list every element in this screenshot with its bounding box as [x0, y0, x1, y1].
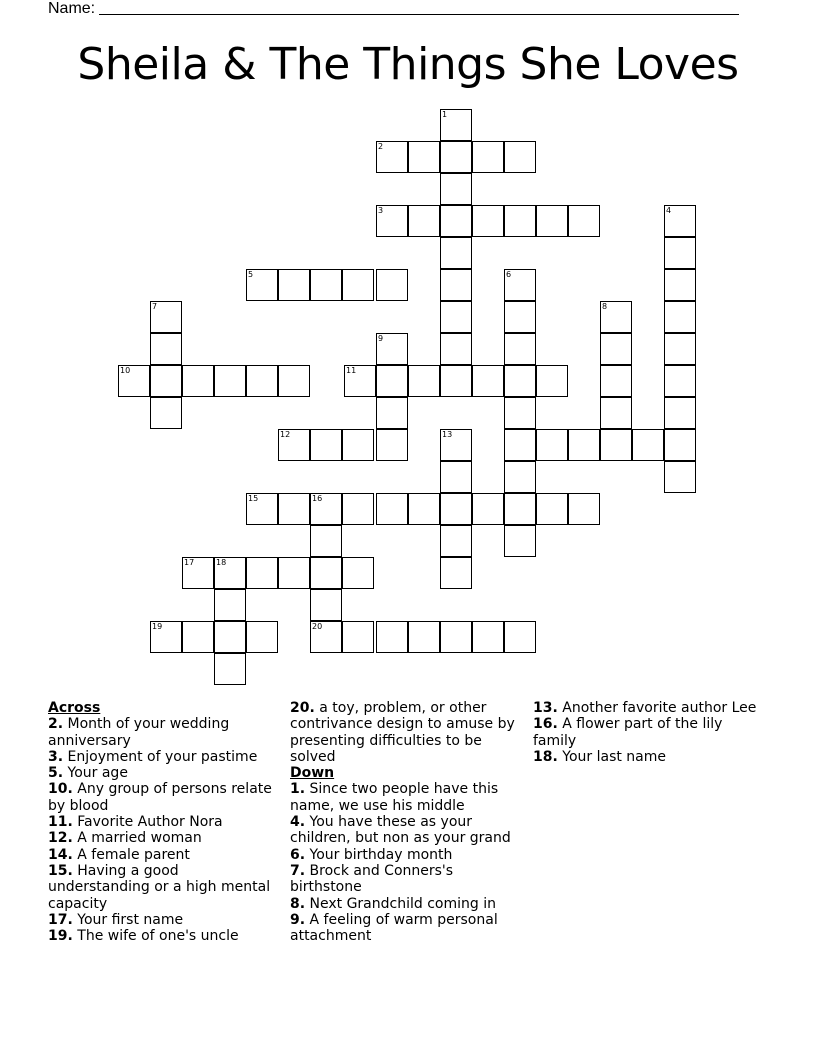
puzzle-title: Sheila & The Things She Loves [77, 39, 739, 90]
grid-cell[interactable] [504, 269, 536, 301]
grid-cell[interactable] [310, 557, 342, 589]
grid-cell[interactable] [440, 525, 472, 557]
clue-text: Since two people have this name, we use his middle [290, 781, 499, 814]
clue-number: 7. [290, 862, 306, 879]
grid-cell[interactable] [504, 301, 536, 333]
grid-cell[interactable] [376, 621, 408, 653]
clue-number: 7 [152, 302, 158, 311]
grid-cell[interactable] [504, 493, 536, 525]
clue-column-3 [533, 700, 763, 765]
grid-cell[interactable] [536, 429, 568, 461]
clue-number: 16. [533, 716, 558, 733]
clue-number: 11. [48, 814, 73, 831]
grid-cell[interactable] [408, 205, 440, 237]
grid-cell[interactable] [440, 109, 472, 141]
grid-cell[interactable] [472, 205, 504, 237]
grid-cell[interactable] [376, 141, 408, 173]
grid-cell[interactable] [214, 557, 246, 589]
grid-cell[interactable] [504, 461, 536, 493]
grid-cell[interactable] [376, 365, 408, 397]
grid-cell[interactable] [150, 397, 182, 429]
clue-text: Favorite Author Nora [77, 814, 223, 831]
grid-cell[interactable] [600, 397, 632, 429]
clue [290, 912, 526, 945]
grid-cell[interactable] [632, 429, 664, 461]
clue [48, 928, 280, 944]
clue [533, 716, 763, 749]
grid-cell[interactable] [600, 333, 632, 365]
clue [290, 781, 526, 814]
grid-cell[interactable] [600, 301, 632, 333]
grid-cell[interactable] [536, 205, 568, 237]
grid-cell[interactable] [568, 205, 600, 237]
clue-number: 14. [48, 846, 73, 863]
grid-cell[interactable] [440, 429, 472, 461]
clue-text: Brock and Conners's birthstone [290, 862, 454, 896]
grid-cell[interactable] [536, 493, 568, 525]
clue-number: 3. [48, 748, 64, 765]
grid-cell[interactable] [504, 365, 536, 397]
grid-cell[interactable] [664, 333, 696, 365]
clue [48, 814, 280, 830]
grid-cell[interactable] [214, 621, 246, 653]
grid-cell[interactable] [664, 397, 696, 429]
clue-number: 13 [442, 430, 453, 439]
grid-cell[interactable] [342, 557, 374, 589]
grid-cell[interactable] [246, 557, 278, 589]
clue-number: 18 [216, 558, 227, 567]
grid-cell[interactable] [440, 237, 472, 269]
grid-cell[interactable] [246, 621, 278, 653]
grid-cell[interactable] [536, 365, 568, 397]
clue-text: Enjoyment of your pastime [67, 748, 258, 765]
grid-cell[interactable] [310, 621, 342, 653]
clue-number: 9 [378, 334, 384, 343]
clue-number: 17. [48, 911, 73, 928]
grid-cell[interactable] [408, 493, 440, 525]
grid-cell[interactable] [214, 589, 246, 621]
clue-number: 15 [248, 494, 259, 503]
grid-cell[interactable] [310, 429, 342, 461]
clue-number: 3 [378, 206, 384, 215]
grid-cell[interactable] [440, 461, 472, 493]
grid-cell[interactable] [376, 333, 408, 365]
clue-number: 12. [48, 830, 73, 847]
grid-cell[interactable] [472, 493, 504, 525]
clue-column-1 [48, 700, 280, 944]
grid-cell[interactable] [408, 141, 440, 173]
clue [48, 830, 280, 846]
grid-cell[interactable] [278, 429, 310, 461]
grid-cell[interactable] [472, 141, 504, 173]
across-clues [48, 716, 280, 944]
clue [533, 700, 763, 716]
clue-number: 8. [290, 895, 306, 912]
clue [48, 912, 280, 928]
clue [48, 847, 280, 863]
clue [290, 814, 526, 847]
grid-cell[interactable] [310, 525, 342, 557]
clue-text: a toy, problem, or other contrivance design to amuse by presenting difficulties to be solved [290, 700, 515, 765]
grid-cell[interactable] [664, 429, 696, 461]
clue-number: 10. [48, 781, 73, 798]
clue-column-2 [290, 700, 526, 944]
grid-cell[interactable] [246, 365, 278, 397]
grid-cell[interactable] [440, 269, 472, 301]
clue-number: 2 [378, 142, 384, 151]
clue-number: 6 [506, 270, 512, 279]
grid-cell[interactable] [182, 621, 214, 653]
clue-number: 12 [280, 430, 291, 439]
clue-list [0, 700, 816, 1000]
clue-text: The wife of one's uncle [77, 928, 239, 945]
clue-number: 5 [248, 270, 254, 279]
grid-cell[interactable] [440, 173, 472, 205]
clue-number: 5. [48, 765, 64, 782]
clue-text: Having a good understanding or a high mental capacity [48, 862, 271, 912]
grid-cell[interactable] [342, 493, 374, 525]
grid-cell[interactable] [504, 429, 536, 461]
clue-number: 19 [152, 622, 163, 631]
grid-cell[interactable] [182, 365, 214, 397]
grid-cell[interactable] [440, 621, 472, 653]
grid-cell[interactable] [310, 589, 342, 621]
grid-cell[interactable] [150, 621, 182, 653]
grid-cell[interactable] [664, 205, 696, 237]
grid-cell[interactable] [150, 365, 182, 397]
clue-number: 16 [312, 494, 323, 503]
clue-number: 17 [184, 558, 195, 567]
name-label: Name: [48, 0, 96, 17]
clue-text: You have these as your children, but non as your grand [290, 814, 511, 847]
clue [290, 700, 526, 765]
grid-cell[interactable] [278, 269, 310, 301]
clue [48, 765, 280, 781]
grid-cell[interactable] [342, 621, 374, 653]
clue [290, 896, 526, 912]
grid-cell[interactable] [344, 365, 376, 397]
clue-text: Your first name [77, 911, 184, 928]
clue-text: A feeling of warm personal attachment [290, 911, 498, 945]
grid-cell[interactable] [600, 365, 632, 397]
grid-cell[interactable] [278, 493, 310, 525]
clue-text: Your age [67, 765, 128, 782]
grid-cell[interactable] [150, 301, 182, 333]
clue-number: 1. [290, 781, 306, 798]
grid-cell[interactable] [440, 205, 472, 237]
grid-cell[interactable] [246, 269, 278, 301]
clue-number: 8 [602, 302, 608, 311]
grid-cell[interactable] [664, 365, 696, 397]
grid-cell[interactable] [664, 301, 696, 333]
grid-cell[interactable] [182, 557, 214, 589]
clue-number: 19. [48, 928, 73, 945]
clue-number: 11 [346, 366, 357, 375]
grid-cell[interactable] [504, 397, 536, 429]
grid-cell[interactable] [310, 269, 342, 301]
clue-text: A flower part of the lily family [533, 716, 723, 749]
clue [290, 863, 526, 896]
grid-cell[interactable] [150, 333, 182, 365]
clue [290, 847, 526, 863]
clue-text: Another favorite author Lee [562, 700, 757, 716]
grid-cell[interactable] [376, 493, 408, 525]
grid-cell[interactable] [568, 493, 600, 525]
down-clues-continued [533, 700, 763, 765]
clue-text: Next Grandchild coming in [309, 895, 496, 912]
clue [48, 863, 280, 912]
grid-cell[interactable] [440, 301, 472, 333]
grid-cell[interactable] [472, 621, 504, 653]
grid-cell[interactable] [504, 621, 536, 653]
clue [48, 716, 280, 749]
down-clues [290, 781, 526, 944]
grid-cell[interactable] [376, 205, 408, 237]
grid-cell[interactable] [214, 653, 246, 685]
clue-text: Month of your wedding anniversary [48, 716, 230, 749]
grid-cell[interactable] [278, 557, 310, 589]
grid-cell[interactable] [342, 269, 374, 301]
grid-cell[interactable] [600, 429, 632, 461]
grid-cell[interactable] [504, 333, 536, 365]
grid-cell[interactable] [472, 365, 504, 397]
grid-cell[interactable] [664, 269, 696, 301]
grid-cell[interactable] [118, 365, 150, 397]
clue-number: 18. [533, 748, 558, 765]
clue-text: A married woman [77, 830, 202, 847]
clue-number: 20. [290, 700, 315, 716]
clue-number: 6. [290, 846, 306, 863]
grid-cell[interactable] [568, 429, 600, 461]
grid-cell[interactable] [376, 269, 408, 301]
grid-cell[interactable] [342, 429, 374, 461]
grid-cell[interactable] [504, 525, 536, 557]
across-clues-continued [290, 700, 526, 765]
grid-cell[interactable] [440, 141, 472, 173]
clue [48, 749, 280, 765]
clue-number: 10 [120, 366, 131, 375]
clue-number: 4. [290, 814, 306, 831]
down-heading: Down [290, 765, 335, 782]
grid-cell[interactable] [408, 365, 440, 397]
grid-cell[interactable] [278, 365, 310, 397]
grid-cell[interactable] [440, 365, 472, 397]
grid-cell[interactable] [664, 461, 696, 493]
grid-cell[interactable] [504, 205, 536, 237]
grid-cell[interactable] [664, 237, 696, 269]
grid-cell[interactable] [376, 397, 408, 429]
grid-cell[interactable] [504, 141, 536, 173]
across-heading: Across [48, 700, 101, 716]
clue [48, 781, 280, 814]
grid-cell[interactable] [214, 365, 246, 397]
clue-number: 2. [48, 716, 64, 733]
clue-text: Your last name [562, 748, 667, 765]
grid-cell[interactable] [310, 493, 342, 525]
clue-text: A female parent [77, 846, 190, 863]
clue-number: 9. [290, 911, 306, 928]
clue-number: 4 [666, 206, 672, 215]
grid-cell[interactable] [440, 333, 472, 365]
grid-cell[interactable] [408, 621, 440, 653]
grid-cell[interactable] [376, 429, 408, 461]
clue-number: 15. [48, 862, 73, 879]
grid-cell[interactable] [440, 493, 472, 525]
grid-cell[interactable] [440, 557, 472, 589]
grid-cell[interactable] [246, 493, 278, 525]
clue-text: Any group of persons relate by blood [48, 781, 272, 814]
clue [533, 749, 763, 765]
clue-number: 20 [312, 622, 323, 631]
clue-number: 13. [533, 700, 558, 716]
clue-number: 1 [442, 110, 448, 119]
clue-text: Your birthday month [309, 846, 453, 863]
